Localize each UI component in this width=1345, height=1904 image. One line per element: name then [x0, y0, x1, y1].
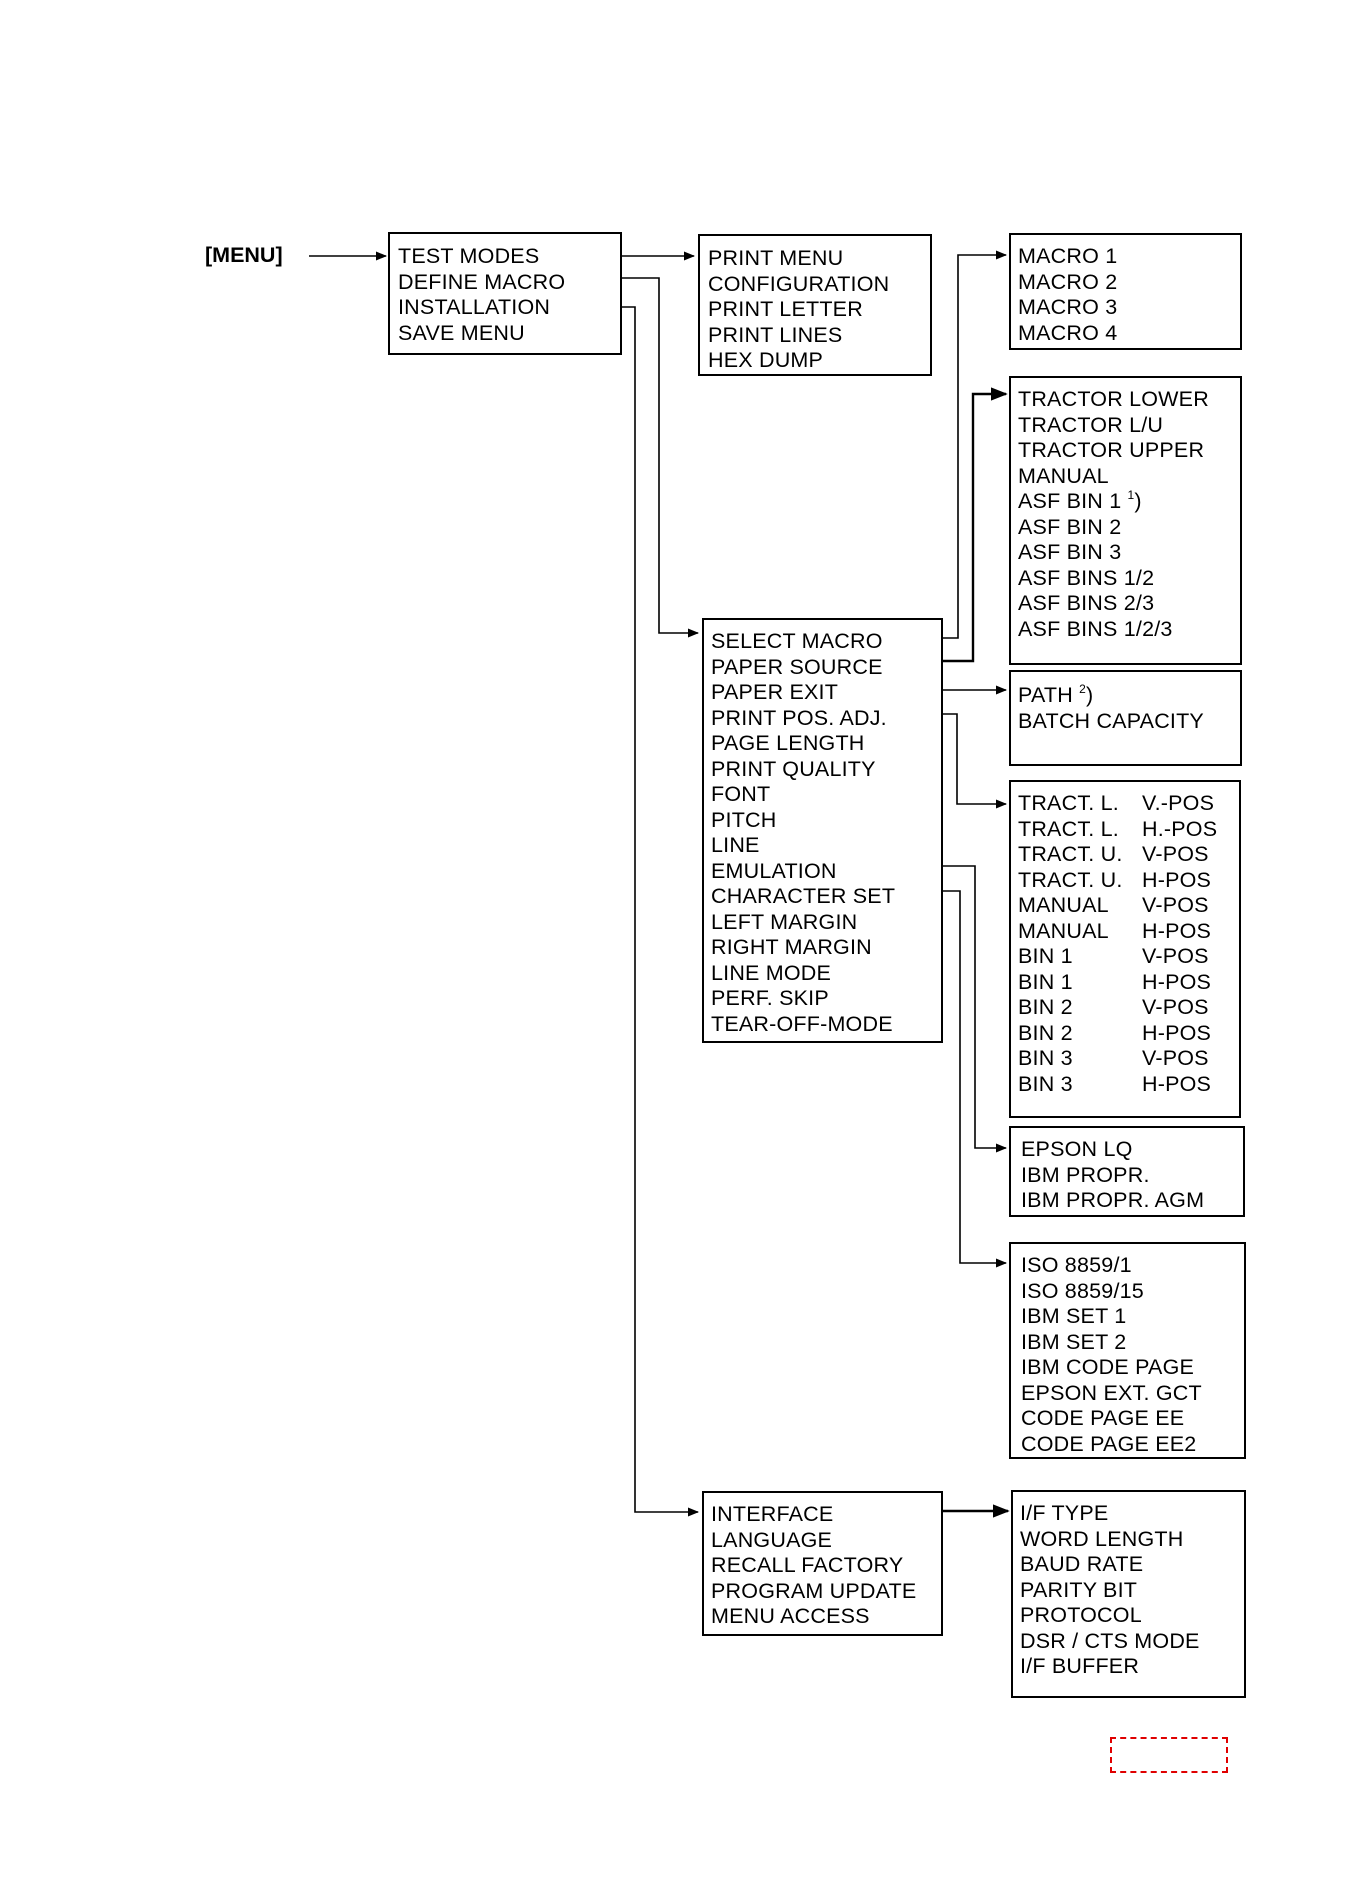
menu-item [711, 1502, 833, 1527]
menu-item [711, 961, 831, 986]
menu-item [1018, 868, 1211, 893]
main-menu-box [388, 232, 622, 355]
menu-item-label: SELECT MACRO [711, 629, 883, 653]
menu-item-label: PITCH [711, 807, 777, 832]
position-source-label: MANUAL [1018, 918, 1109, 943]
menu-item-label: CHARACTER SET [711, 884, 896, 908]
menu-item [1018, 893, 1209, 918]
menu-item [1021, 1137, 1133, 1162]
menu-item [1021, 1406, 1184, 1431]
menu-item-label: MACRO 4 [1018, 320, 1118, 345]
menu-item [1018, 817, 1217, 842]
menu-item-label: IBM SET 2 [1021, 1329, 1127, 1354]
position-axis-label: H-POS [1142, 918, 1212, 943]
menu-item-label: WORD LENGTH [1020, 1526, 1184, 1551]
menu-item-label: I/F BUFFER [1020, 1654, 1140, 1678]
menu-item [1021, 1188, 1204, 1213]
menu-item-label: PROGRAM UPDATE [711, 1578, 917, 1603]
menu-item-label: TRACTOR L/U [1018, 412, 1164, 437]
menu-item-label: IBM SET 1 [1021, 1304, 1127, 1328]
character-set-box [1009, 1242, 1246, 1459]
menu-item-label: INSTALLATION [398, 295, 551, 319]
menu-item [1021, 1330, 1126, 1355]
menu-item [711, 655, 883, 680]
position-axis-label: H-POS [1142, 867, 1212, 892]
menu-item [1021, 1279, 1144, 1304]
menu-item [708, 246, 843, 271]
menu-item [1018, 970, 1211, 995]
menu-item-label: TRACTOR UPPER [1018, 438, 1205, 462]
menu-item-label: MACRO 2 [1018, 269, 1118, 294]
menu-item [1018, 791, 1214, 816]
menu-item [398, 295, 550, 320]
menu-item [1021, 1381, 1202, 1406]
installation-box [702, 1491, 943, 1636]
menu-item [1018, 244, 1117, 269]
position-source-label: BIN 1 [1018, 969, 1073, 994]
menu-item [1020, 1629, 1200, 1654]
menu-item-label: PERF. SKIP [711, 986, 829, 1010]
menu-item [1018, 566, 1154, 591]
menu-item-label: CODE PAGE EE [1021, 1406, 1185, 1430]
position-axis-label: V-POS [1142, 893, 1209, 917]
footnote-marker: 1 [1127, 488, 1135, 502]
position-source-label: MANUAL [1018, 893, 1109, 917]
menu-item-label: MENU ACCESS [711, 1604, 870, 1628]
menu-item [711, 910, 857, 935]
menu-item-label: PRINT POS. ADJ. [711, 705, 887, 730]
menu-item [1018, 540, 1121, 565]
menu-item: ASF BIN 1 $^1$) [1018, 488, 1142, 513]
menu-item-label: DSR / CTS MODE [1020, 1628, 1200, 1653]
menu-item-label: TEST MODES [398, 244, 540, 268]
menu-item [1020, 1654, 1139, 1679]
menu-item [1018, 591, 1154, 616]
arrow-installation [585, 307, 698, 1512]
menu-item-label: ASF BIN 1 [1018, 489, 1122, 513]
position-source-label: BIN 1 [1018, 944, 1073, 968]
menu-item-label: CODE PAGE EE2 [1021, 1431, 1197, 1456]
menu-item-label: FONT [711, 782, 771, 806]
menu-item [1018, 617, 1173, 642]
menu-item [711, 808, 777, 833]
paper-exit-box [1009, 670, 1242, 766]
menu-item [711, 1579, 916, 1604]
menu-item: PATH $^2$) [1018, 682, 1094, 707]
menu-item [711, 935, 872, 960]
menu-item [1018, 995, 1209, 1020]
test-modes-box [698, 234, 932, 376]
menu-item-label: I/F TYPE [1020, 1501, 1109, 1525]
menu-item [711, 757, 876, 782]
menu-item-label: EPSON EXT. GCT [1021, 1380, 1202, 1405]
menu-item [711, 1604, 870, 1629]
menu-item [1018, 387, 1209, 412]
menu-item-label: INTERFACE [711, 1502, 834, 1526]
menu-item [1018, 295, 1117, 320]
menu-item-label: PRINT QUALITY [711, 756, 876, 781]
footnote-marker: 2 [1079, 682, 1087, 696]
menu-item-label: PARITY BIT [1020, 1577, 1138, 1602]
menu-item-label: IBM CODE PAGE [1021, 1355, 1195, 1379]
menu-item [711, 706, 887, 731]
position-source-label: BIN 3 [1018, 1071, 1073, 1096]
menu-item-label: LINE MODE [711, 960, 832, 985]
menu-item-label: PRINT LINES [708, 322, 843, 347]
menu-item [711, 629, 883, 654]
menu-item-label: ISO 8859/15 [1021, 1278, 1144, 1303]
menu-item [711, 680, 838, 705]
menu-item-label: EPSON LQ [1021, 1137, 1133, 1161]
position-source-label: TRACT. L. [1018, 791, 1119, 815]
menu-item-label: CONFIGURATION [708, 271, 890, 296]
position-source-label: BIN 2 [1018, 995, 1073, 1019]
menu-item [1018, 413, 1163, 438]
dashed-marker [1110, 1737, 1228, 1773]
position-source-label: TRACT. U. [1018, 867, 1123, 892]
position-source-label: BIN 3 [1018, 1046, 1073, 1070]
arrow-define-macro [610, 278, 698, 633]
menu-item-label: PRINT LETTER [708, 297, 863, 321]
menu-item-label: RECALL FACTORY [711, 1553, 904, 1577]
print-pos-box [1009, 780, 1241, 1118]
menu-item-label: RIGHT MARGIN [711, 935, 872, 959]
position-axis-label: V-POS [1142, 995, 1209, 1019]
menu-item [1021, 1355, 1194, 1380]
menu-item [711, 1012, 893, 1037]
position-axis-label: V-POS [1142, 1046, 1209, 1070]
menu-item [1018, 515, 1121, 540]
menu-item [1020, 1603, 1142, 1628]
menu-item [1021, 1432, 1196, 1457]
position-axis-label: H.-POS [1142, 816, 1218, 841]
menu-item [1018, 1072, 1211, 1097]
menu-item-label: ASF BIN 3 [1018, 540, 1122, 564]
menu-item-label: ISO 8859/1 [1021, 1253, 1132, 1277]
menu-item [1018, 438, 1204, 463]
menu-item [1020, 1527, 1183, 1552]
position-source-label: BIN 2 [1018, 1020, 1073, 1045]
menu-item-label: BATCH CAPACITY [1018, 708, 1204, 733]
menu-item [1020, 1501, 1108, 1526]
menu-item [1020, 1552, 1143, 1577]
menu-item [1018, 919, 1211, 944]
menu-item [398, 321, 525, 346]
menu-item [1018, 944, 1209, 969]
define-macro-box [702, 618, 943, 1043]
menu-item [711, 1528, 832, 1553]
menu-item [1021, 1304, 1126, 1329]
menu-item [711, 833, 760, 858]
menu-item [1020, 1578, 1137, 1603]
paper-source-box [1009, 376, 1242, 665]
menu-item-label: MACRO 3 [1018, 295, 1118, 319]
menu-item [1018, 842, 1209, 867]
menu-item-label: IBM PROPR. AGM [1021, 1188, 1205, 1212]
menu-item-label: PRINT MENU [708, 246, 844, 270]
position-axis-label: V-POS [1142, 944, 1209, 968]
menu-item [1018, 1046, 1209, 1071]
position-source-label: TRACT. U. [1018, 842, 1123, 866]
menu-item [398, 244, 539, 269]
arrow-select-macro [926, 255, 1006, 638]
menu-item [711, 859, 837, 884]
interface-box [1011, 1490, 1246, 1698]
position-axis-label: H-POS [1142, 969, 1212, 994]
macros-box [1009, 233, 1242, 350]
menu-item-label: ASF BINS 2/3 [1018, 591, 1155, 615]
menu-item [1018, 1021, 1211, 1046]
menu-item-label: HEX DUMP [708, 348, 824, 372]
menu-item [711, 782, 770, 807]
menu-item [711, 884, 895, 909]
position-axis-label: H-POS [1142, 1020, 1212, 1045]
menu-item-label: MACRO 1 [1018, 244, 1118, 268]
menu-item [708, 297, 863, 322]
menu-item [711, 731, 865, 756]
menu-item-label: PROTOCOL [1020, 1603, 1142, 1627]
menu-item [708, 323, 842, 348]
menu-item-label: BAUD RATE [1020, 1552, 1144, 1576]
position-axis-label: H-POS [1142, 1071, 1212, 1096]
position-axis-label: V.-POS [1142, 791, 1215, 815]
position-source-label: TRACT. L. [1018, 816, 1119, 841]
menu-item-label: EMULATION [711, 858, 837, 883]
menu-item-label: PATH [1018, 683, 1073, 707]
menu-item-label: TRACTOR LOWER [1018, 387, 1209, 411]
menu-item-label: PAGE LENGTH [711, 731, 865, 755]
menu-item [1018, 321, 1117, 346]
menu-item-label: MANUAL [1018, 463, 1109, 488]
menu-item [1018, 464, 1109, 489]
menu-item [1018, 270, 1117, 295]
menu-item-label: PAPER SOURCE [711, 654, 883, 679]
menu-item [711, 1553, 903, 1578]
menu-item-label: LINE [711, 833, 760, 857]
menu-item [708, 272, 889, 297]
menu-item-label: DEFINE MACRO [398, 269, 566, 294]
menu-item-label: ASF BINS 1/2 [1018, 565, 1155, 590]
menu-item [708, 348, 823, 373]
menu-item-label: LANGUAGE [711, 1527, 833, 1552]
menu-item-label: TEAR-OFF-MODE [711, 1011, 893, 1036]
menu-item-label: ASF BINS 1/2/3 [1018, 616, 1173, 641]
menu-item-label: ASF BIN 2 [1018, 514, 1122, 539]
menu-item-label: IBM PROPR. [1021, 1162, 1150, 1187]
menu-root-label: [MENU] [205, 243, 283, 267]
menu-item-label: LEFT MARGIN [711, 909, 858, 934]
emulation-box [1009, 1126, 1245, 1217]
menu-item [1018, 709, 1204, 734]
menu-item [1021, 1253, 1132, 1278]
menu-item [711, 986, 829, 1011]
position-axis-label: V-POS [1142, 842, 1209, 866]
menu-item-label: SAVE MENU [398, 320, 525, 345]
menu-item [398, 270, 565, 295]
menu-item [1021, 1163, 1150, 1188]
menu-item-label: PAPER EXIT [711, 680, 839, 704]
